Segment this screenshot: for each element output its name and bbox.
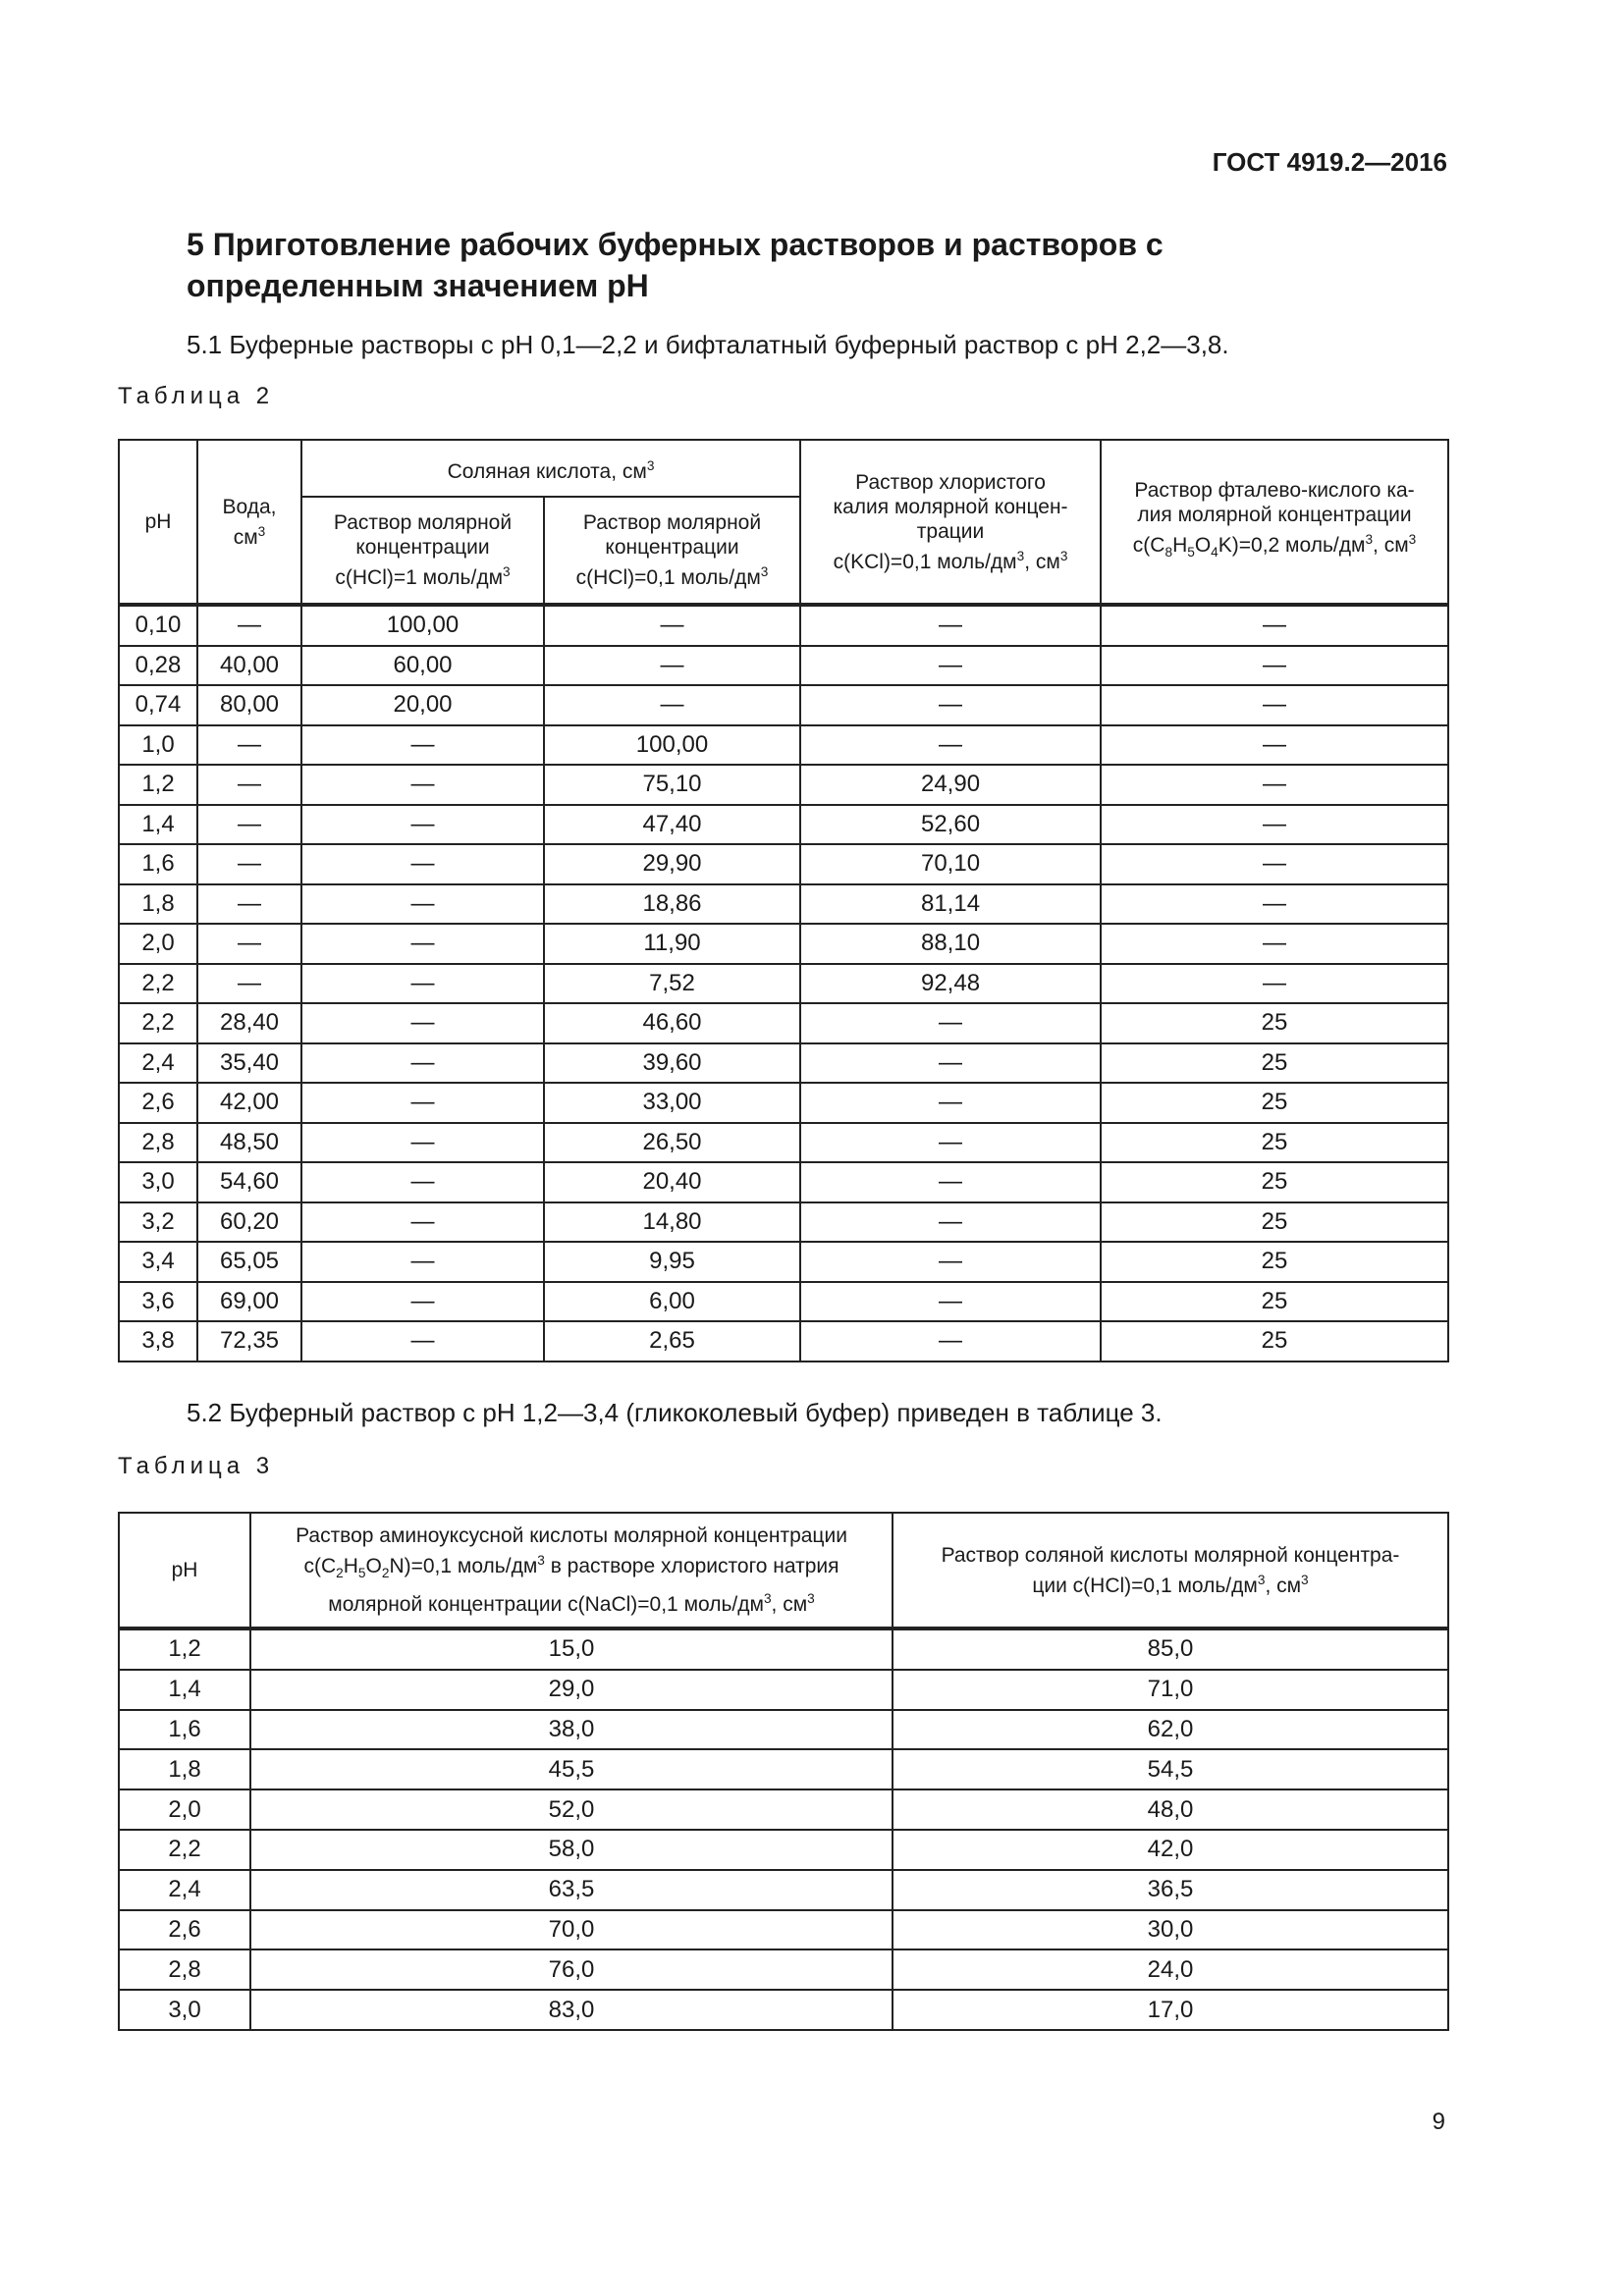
table-row bbox=[119, 1749, 1448, 1789]
table-row bbox=[119, 1949, 1448, 1990]
table-cell: 35,40 bbox=[197, 1043, 301, 1084]
table-cell: 71,0 bbox=[893, 1670, 1448, 1710]
table-cell: — bbox=[301, 844, 544, 884]
table-cell: 48,0 bbox=[893, 1789, 1448, 1830]
table-row bbox=[119, 1321, 1448, 1362]
table-cell: 1,6 bbox=[119, 844, 197, 884]
table-row bbox=[119, 805, 1448, 845]
table-cell: 14,80 bbox=[544, 1202, 800, 1243]
table-cell: 6,00 bbox=[544, 1282, 800, 1322]
table-cell: — bbox=[800, 1242, 1101, 1282]
table-cell: 1,4 bbox=[119, 805, 197, 845]
table-cell: — bbox=[197, 844, 301, 884]
table-cell: 2,2 bbox=[119, 1003, 197, 1043]
table-cell: 25 bbox=[1101, 1321, 1448, 1362]
table-cell: — bbox=[1101, 725, 1448, 766]
table-cell: 52,60 bbox=[800, 805, 1101, 845]
table-cell: 70,10 bbox=[800, 844, 1101, 884]
table-cell: — bbox=[197, 924, 301, 964]
table-cell: 85,0 bbox=[893, 1629, 1448, 1670]
t2-header-phthalate: Раствор фталево-кислого ка- лия молярной концентрации $c(C_8H_5O_4K)=0,2$ моль/$дм^3$, $см^3$ bbox=[1101, 440, 1448, 605]
table-cell: 54,5 bbox=[893, 1749, 1448, 1789]
table-cell: — bbox=[301, 1321, 544, 1362]
table-cell: 33,00 bbox=[544, 1083, 800, 1123]
table-cell: 1,0 bbox=[119, 725, 197, 766]
table-cell: 2,65 bbox=[544, 1321, 800, 1362]
table-cell: 24,90 bbox=[800, 765, 1101, 805]
table-cell: 2,2 bbox=[119, 964, 197, 1004]
t3-header-glycine: Раствор аминоуксусной кислоты молярной концентрации $c(C_2H_5O_2N)=0,1$ моль/$дм^3$ в растворе хлористого натрия молярной концентрации c(NaCl)=0,1 моль/$дм^3$, $см^3$ bbox=[250, 1513, 893, 1629]
table-cell: 25 bbox=[1101, 1123, 1448, 1163]
table-cell: — bbox=[197, 964, 301, 1004]
table-cell: 3,0 bbox=[119, 1990, 250, 2030]
table-cell: 1,4 bbox=[119, 1670, 250, 1710]
table-cell: 1,8 bbox=[119, 884, 197, 925]
table-cell: 29,90 bbox=[544, 844, 800, 884]
table-cell: 2,8 bbox=[119, 1949, 250, 1990]
table-cell: 83,0 bbox=[250, 1990, 893, 2030]
table-cell: — bbox=[301, 884, 544, 925]
table-cell: — bbox=[1101, 605, 1448, 646]
table-row bbox=[119, 1242, 1448, 1282]
table-cell: 76,0 bbox=[250, 1949, 893, 1990]
table-cell: — bbox=[1101, 964, 1448, 1004]
table3-caption: Таблица 3 bbox=[118, 1453, 275, 1479]
t2-header-kcl: Раствор хлористого калия молярной концен- трации c(KCl)=0,1 моль/$дм^3$, $см^3$ bbox=[800, 440, 1101, 605]
table-cell: — bbox=[301, 805, 544, 845]
table-cell: 65,05 bbox=[197, 1242, 301, 1282]
table-row bbox=[119, 964, 1448, 1004]
table-cell: — bbox=[1101, 685, 1448, 725]
table-cell: 70,0 bbox=[250, 1910, 893, 1950]
table-cell: — bbox=[800, 685, 1101, 725]
table-cell: — bbox=[301, 1003, 544, 1043]
t3-header-ph: pH bbox=[119, 1513, 250, 1629]
table-cell: 45,5 bbox=[250, 1749, 893, 1789]
table-cell: 2,6 bbox=[119, 1083, 197, 1123]
table-row bbox=[119, 1162, 1448, 1202]
section-title: 5 Приготовление рабочих буферных растворов и растворов с определенным значением pH bbox=[187, 227, 1164, 303]
table-cell: 25 bbox=[1101, 1242, 1448, 1282]
table-cell: 2,6 bbox=[119, 1910, 250, 1950]
table-cell: 24,0 bbox=[893, 1949, 1448, 1990]
table-cell: 92,48 bbox=[800, 964, 1101, 1004]
table-cell: 42,0 bbox=[893, 1830, 1448, 1870]
table-cell: — bbox=[301, 1043, 544, 1084]
table-cell: 3,6 bbox=[119, 1282, 197, 1322]
t2-header-hcl-01m: Раствор молярной концентрации c(HCl)=0,1 моль/$дм^3$ bbox=[544, 497, 800, 605]
table-row bbox=[119, 605, 1448, 646]
table-cell: 7,52 bbox=[544, 964, 800, 1004]
table-cell: 25 bbox=[1101, 1083, 1448, 1123]
table-cell: 2,0 bbox=[119, 1789, 250, 1830]
paragraph-5-1: 5.1 Буферные растворы с pH 0,1—2,2 и бифталатный буферный раствор с pH 2,2—3,8. bbox=[187, 330, 1229, 359]
table-cell: 25 bbox=[1101, 1282, 1448, 1322]
table-cell: — bbox=[197, 725, 301, 766]
table-cell: 63,5 bbox=[250, 1870, 893, 1910]
table-cell: — bbox=[1101, 646, 1448, 686]
table-row bbox=[119, 924, 1448, 964]
table-cell: — bbox=[301, 1123, 544, 1163]
table-cell: — bbox=[301, 1162, 544, 1202]
table-cell: 0,10 bbox=[119, 605, 197, 646]
table-cell: — bbox=[1101, 805, 1448, 845]
table-cell: — bbox=[301, 765, 544, 805]
table-cell: — bbox=[800, 1083, 1101, 1123]
table-cell: — bbox=[197, 884, 301, 925]
table-cell: 46,60 bbox=[544, 1003, 800, 1043]
table-cell: 2,0 bbox=[119, 924, 197, 964]
table-row bbox=[119, 1003, 1448, 1043]
table-row bbox=[119, 844, 1448, 884]
table-row bbox=[119, 1202, 1448, 1243]
table-row bbox=[119, 1830, 1448, 1870]
table-cell: 47,40 bbox=[544, 805, 800, 845]
table-cell: — bbox=[544, 605, 800, 646]
table-cell: 15,0 bbox=[250, 1629, 893, 1670]
table-cell: 0,74 bbox=[119, 685, 197, 725]
t2-body bbox=[119, 605, 1448, 1362]
table-row bbox=[119, 884, 1448, 925]
table-cell: — bbox=[800, 1202, 1101, 1243]
table-cell: — bbox=[544, 685, 800, 725]
t2-header-hcl-1m: Раствор молярной концентрации c(HCl)=1 моль/$дм^3$ bbox=[301, 497, 544, 605]
table-cell: 36,5 bbox=[893, 1870, 1448, 1910]
table-row bbox=[119, 1629, 1448, 1670]
table-cell: 60,20 bbox=[197, 1202, 301, 1243]
table-cell: — bbox=[544, 646, 800, 686]
paragraph-5-2: 5.2 Буферный раствор с pH 1,2—3,4 (гликоколевый буфер) приведен в таблице 3. bbox=[187, 1398, 1163, 1427]
table-cell: 11,90 bbox=[544, 924, 800, 964]
table-cell: 38,0 bbox=[250, 1710, 893, 1750]
table-cell: 28,40 bbox=[197, 1003, 301, 1043]
table-cell: 69,00 bbox=[197, 1282, 301, 1322]
table-row bbox=[119, 1043, 1448, 1084]
table-cell: 17,0 bbox=[893, 1990, 1448, 2030]
table-row bbox=[119, 725, 1448, 766]
table-cell: 30,0 bbox=[893, 1910, 1448, 1950]
table-cell: 25 bbox=[1101, 1003, 1448, 1043]
table-cell: — bbox=[1101, 924, 1448, 964]
table-cell: 9,95 bbox=[544, 1242, 800, 1282]
table-cell: — bbox=[800, 1162, 1101, 1202]
table-cell: 2,4 bbox=[119, 1870, 250, 1910]
table-cell: 39,60 bbox=[544, 1043, 800, 1084]
table-cell: — bbox=[301, 924, 544, 964]
table-cell: — bbox=[197, 765, 301, 805]
table-cell: 26,50 bbox=[544, 1123, 800, 1163]
table2-caption: Таблица 2 bbox=[118, 383, 275, 409]
table-cell: 48,50 bbox=[197, 1123, 301, 1163]
table-cell: 25 bbox=[1101, 1202, 1448, 1243]
table-cell: 25 bbox=[1101, 1162, 1448, 1202]
table-cell: — bbox=[800, 725, 1101, 766]
table-cell: 2,2 bbox=[119, 1830, 250, 1870]
t2-header-hcl-group: Соляная кислота, $см^3$ bbox=[301, 440, 800, 497]
table-cell: 29,0 bbox=[250, 1670, 893, 1710]
table-cell: 54,60 bbox=[197, 1162, 301, 1202]
table-cell: — bbox=[800, 1043, 1101, 1084]
table-cell: 1,2 bbox=[119, 1629, 250, 1670]
table-cell: — bbox=[800, 1123, 1101, 1163]
table-cell: 62,0 bbox=[893, 1710, 1448, 1750]
table-2 bbox=[118, 439, 1449, 1362]
table-cell: 75,10 bbox=[544, 765, 800, 805]
page-number: 9 bbox=[1432, 2109, 1445, 2135]
table-cell: 20,00 bbox=[301, 685, 544, 725]
table-cell: 3,8 bbox=[119, 1321, 197, 1362]
table-cell: 2,4 bbox=[119, 1043, 197, 1084]
table-cell: 58,0 bbox=[250, 1830, 893, 1870]
t2-header-water: Вода, $см^3$ bbox=[197, 440, 301, 605]
table-cell: 60,00 bbox=[301, 646, 544, 686]
table-row bbox=[119, 1910, 1448, 1950]
table-cell: 42,00 bbox=[197, 1083, 301, 1123]
table-cell: 3,0 bbox=[119, 1162, 197, 1202]
table-row bbox=[119, 1870, 1448, 1910]
table-cell: 72,35 bbox=[197, 1321, 301, 1362]
table-cell: — bbox=[1101, 884, 1448, 925]
document-id: ГОСТ 4919.2—2016 bbox=[1212, 147, 1447, 177]
table-3 bbox=[118, 1512, 1449, 2031]
table-cell: 100,00 bbox=[301, 605, 544, 646]
table-cell: 80,00 bbox=[197, 685, 301, 725]
table-cell: — bbox=[800, 605, 1101, 646]
table-cell: — bbox=[1101, 765, 1448, 805]
table-cell: — bbox=[301, 1242, 544, 1282]
table-row bbox=[119, 1710, 1448, 1750]
table-row bbox=[119, 1083, 1448, 1123]
table-row bbox=[119, 646, 1448, 686]
table-cell: 1,2 bbox=[119, 765, 197, 805]
table-cell: 18,86 bbox=[544, 884, 800, 925]
table-cell: — bbox=[197, 605, 301, 646]
table-cell: 2,8 bbox=[119, 1123, 197, 1163]
table-row bbox=[119, 685, 1448, 725]
table-cell: — bbox=[800, 1321, 1101, 1362]
table-cell: — bbox=[301, 964, 544, 1004]
table-row bbox=[119, 1282, 1448, 1322]
table-cell: — bbox=[301, 1282, 544, 1322]
table-cell: 0,28 bbox=[119, 646, 197, 686]
table-cell: 40,00 bbox=[197, 646, 301, 686]
table-row bbox=[119, 1123, 1448, 1163]
table-row bbox=[119, 1670, 1448, 1710]
t2-header-ph: pH bbox=[119, 440, 197, 605]
table-cell: — bbox=[800, 1282, 1101, 1322]
table-cell: — bbox=[301, 1202, 544, 1243]
t3-body bbox=[119, 1629, 1448, 2030]
table-cell: 100,00 bbox=[544, 725, 800, 766]
table-cell: 3,2 bbox=[119, 1202, 197, 1243]
table-cell: 1,8 bbox=[119, 1749, 250, 1789]
table-cell: — bbox=[197, 805, 301, 845]
table-row bbox=[119, 765, 1448, 805]
table-cell: — bbox=[800, 1003, 1101, 1043]
table-cell: — bbox=[301, 725, 544, 766]
table-cell: 52,0 bbox=[250, 1789, 893, 1830]
table-cell: — bbox=[1101, 844, 1448, 884]
t3-header-hcl: Раствор соляной кислоты молярной концентра- ции c(HCl)=0,1 моль/$дм^3$, $см^3$ bbox=[893, 1513, 1448, 1629]
table-cell: 3,4 bbox=[119, 1242, 197, 1282]
table-row bbox=[119, 1789, 1448, 1830]
table-cell: 1,6 bbox=[119, 1710, 250, 1750]
table-cell: — bbox=[301, 1083, 544, 1123]
table-cell: 81,14 bbox=[800, 884, 1101, 925]
table-cell: 88,10 bbox=[800, 924, 1101, 964]
table-row bbox=[119, 1990, 1448, 2030]
table-cell: 20,40 bbox=[544, 1162, 800, 1202]
table-cell: 25 bbox=[1101, 1043, 1448, 1084]
table-cell: — bbox=[800, 646, 1101, 686]
